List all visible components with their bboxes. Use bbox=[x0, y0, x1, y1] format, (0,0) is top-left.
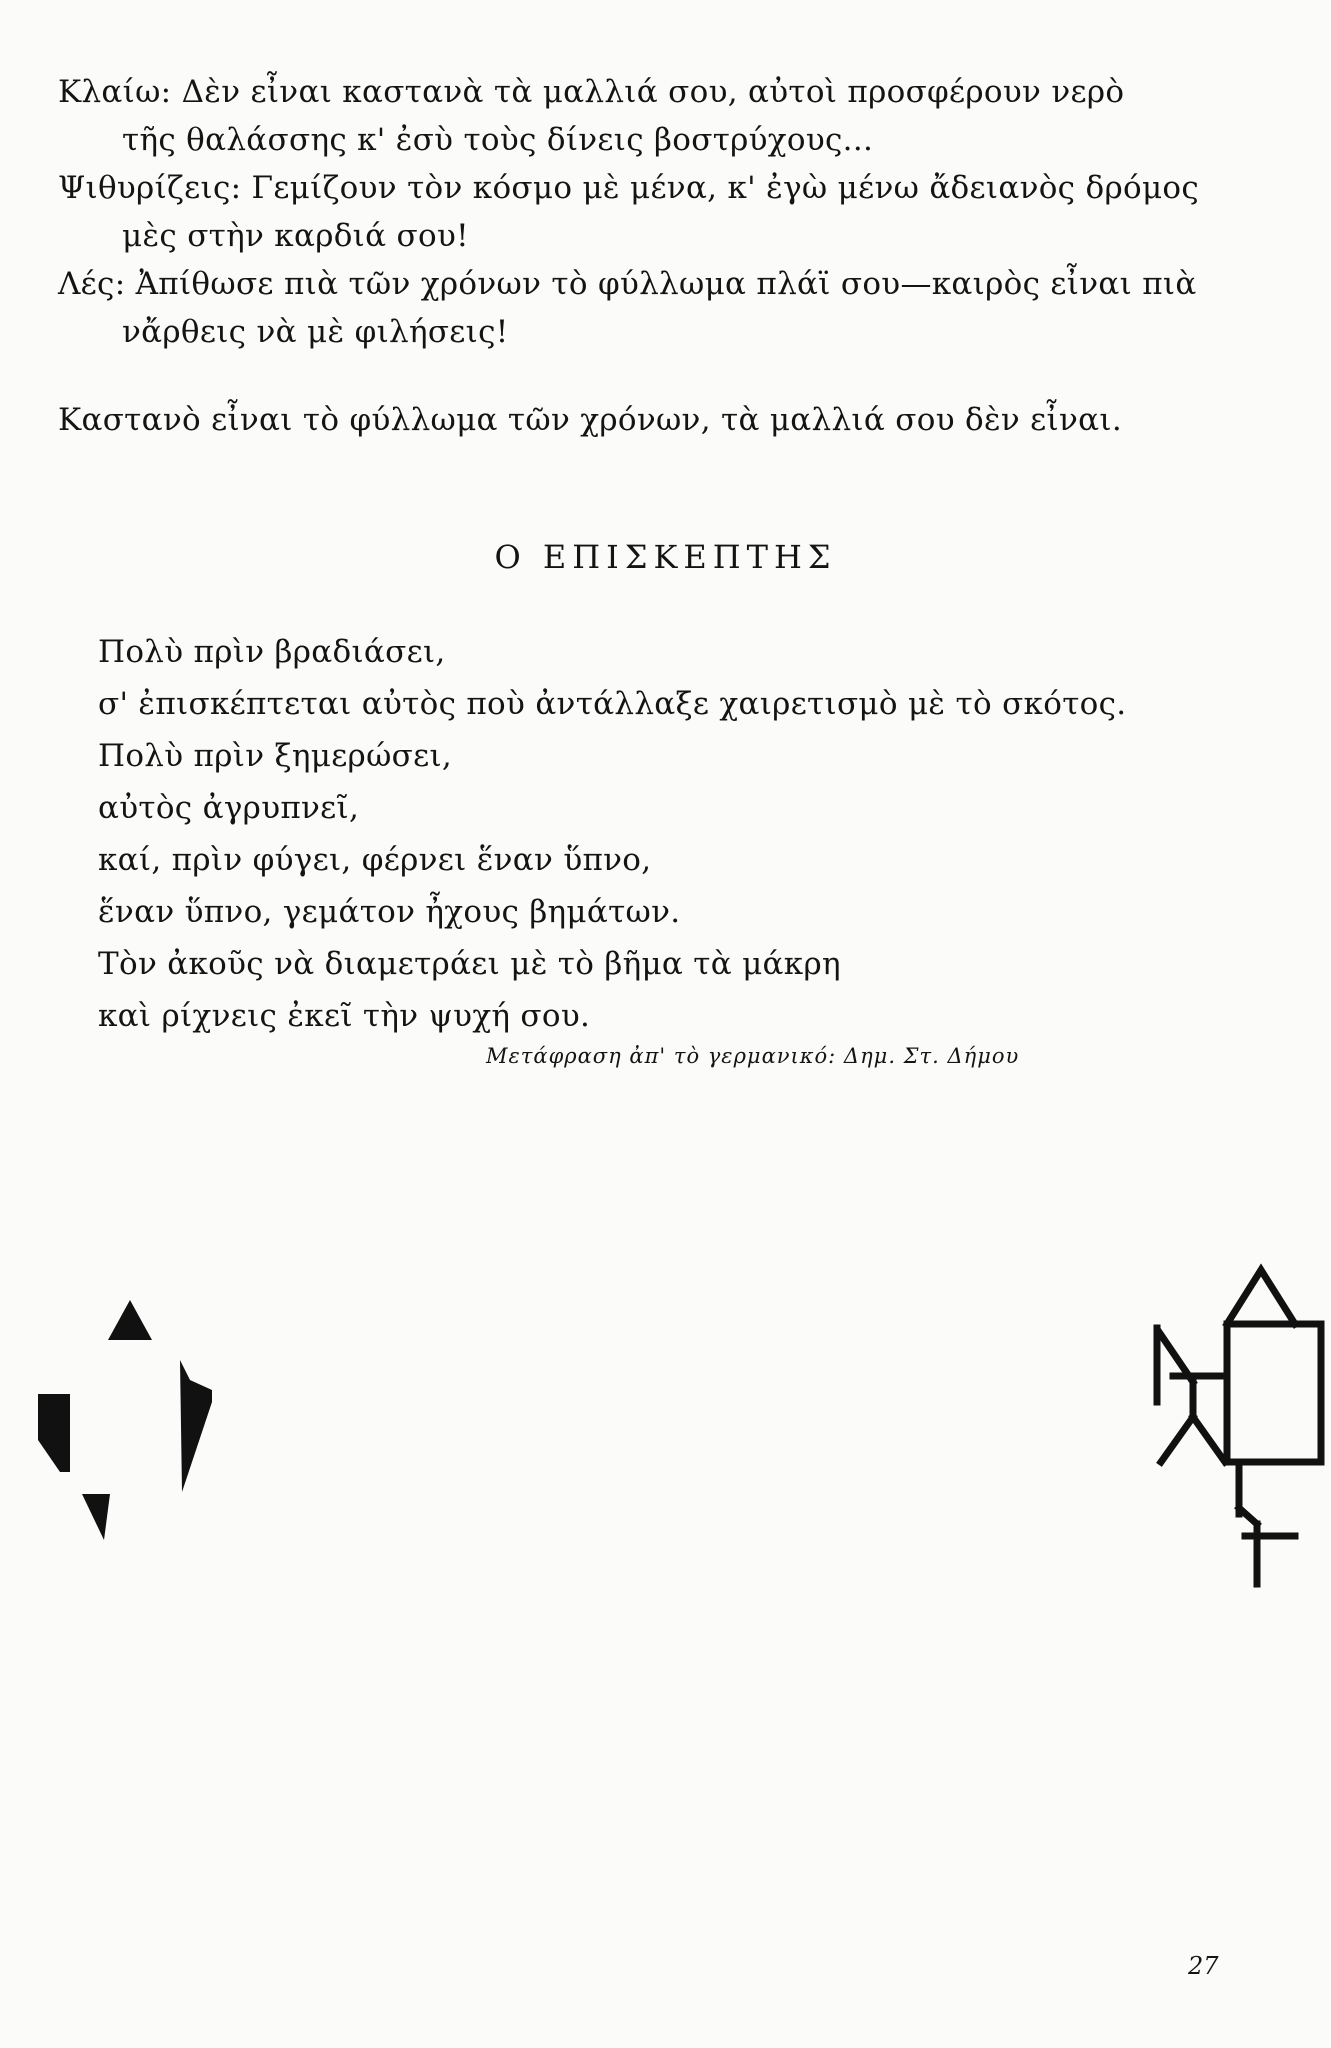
left-arrow-tip-shape bbox=[82, 1494, 110, 1540]
poem-2-line: ἕναν ὕπνο, γεμάτον ἦχους βημάτων. bbox=[98, 894, 681, 930]
poem-1-line: μὲς στὴν καρδιά σου! bbox=[122, 218, 469, 254]
poem-2-line: καὶ ρίχνεις ἐκεῖ τὴν ψυχή σου. bbox=[98, 998, 591, 1034]
poem-2-line: σ' ἐπισκέπτεται αὐτὸς ποὺ ἀντάλλαξε χαιρετισμὸ μὲ τὸ σκότος. bbox=[98, 686, 1127, 722]
poem-2-line: Πολὺ πρὶν ξημερώσει, bbox=[98, 738, 453, 774]
poem-2 bbox=[98, 632, 1278, 1048]
poem-1-line: Κλαίω: Δὲν εἶναι καστανὰ τὰ μαλλιά σου, αὐτοὶ προσφέρουν νερὸ bbox=[58, 74, 1125, 110]
poem-1-line: Λές: Ἀπίθωσε πιὰ τῶν χρόνων τὸ φύλλωμα πλάϊ σου—καιρὸς εἶναι πιὰ bbox=[58, 266, 1197, 302]
poem-1-line: τῆς θαλάσσης κ' ἐσὺ τοὺς δίνεις βοστρύχους... bbox=[122, 122, 874, 158]
poem-1 bbox=[58, 72, 1278, 448]
poem-2-line: Πολὺ πρὶν βραδιάσει, bbox=[98, 634, 446, 670]
poem-2-line: Τὸν ἀκοῦς νὰ διαμετράει μὲ τὸ βῆμα τὰ μάκρη bbox=[98, 946, 841, 982]
poem-2-title: Ο ΕΠΙΣΚΕΠΤΗΣ bbox=[494, 538, 837, 576]
abstract-arrows-ornament-icon bbox=[38, 1300, 228, 1560]
poem-1-line: Ψιθυρίζεις: Γεμίζουν τὸν κόσμο μὲ μένα, κ' ἐγὼ μένω ἄδειανὸς δρόμος bbox=[58, 170, 1200, 206]
page-number: 27 bbox=[1188, 1952, 1219, 1980]
left-wedge-shape bbox=[38, 1394, 70, 1472]
poem-2-line: καί, πρὶν φύγει, φέρνει ἕναν ὕπνο, bbox=[98, 842, 652, 878]
poem-1-closing-line: Καστανὸ εἶναι τὸ φύλλωμα τῶν χρόνων, τὰ μαλλιά σου δὲν εἶναι. bbox=[58, 402, 1122, 438]
translation-credit: Μετάφραση ἀπ' τὸ γερμανικό: Δημ. Στ. Δήμου bbox=[486, 1044, 1020, 1068]
poem-2-line: αὐτὸς ἀγρυπνεῖ, bbox=[98, 790, 360, 826]
poem-1-line: νἄρθεις νὰ μὲ φιλήσεις! bbox=[122, 314, 509, 350]
triangle-shape bbox=[108, 1300, 152, 1340]
stick-figure-house-ornament-icon bbox=[1145, 1262, 1331, 1592]
right-wedge-shape bbox=[180, 1360, 212, 1492]
